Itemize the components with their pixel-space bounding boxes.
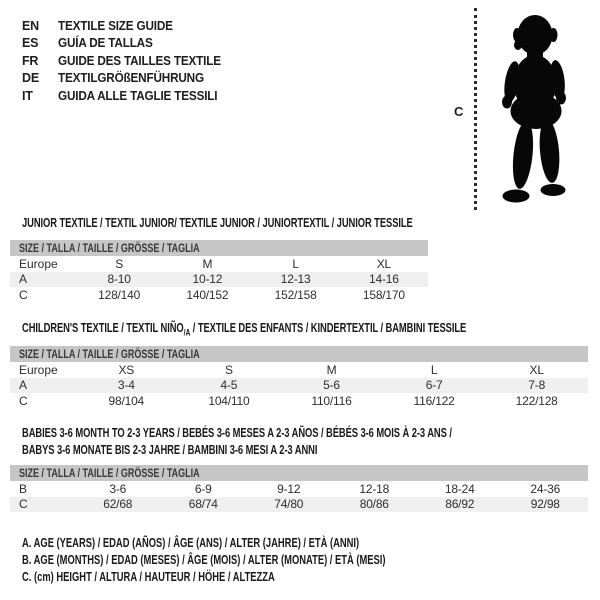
table-row-age-months (10, 481, 588, 497)
height-measure-label: C (454, 104, 464, 119)
table-cell: 86/92 (445, 497, 475, 512)
table-cell: 110/116 (311, 393, 352, 408)
table-row-europe (10, 362, 588, 378)
table-cell: XS (118, 362, 135, 377)
table-header: SIZE / TALLA / TAILLE / GRÖSSE / TAGLIA (10, 240, 428, 256)
row-label: A (19, 272, 28, 287)
row-label: A (19, 378, 28, 393)
table-cell: 3-6 (109, 481, 127, 496)
table-cell: 5-6 (323, 378, 340, 393)
row-label: C (19, 497, 28, 512)
table-cell: 92/98 (530, 497, 560, 512)
table-cell: L (292, 256, 299, 271)
table-cell: 80/86 (359, 497, 389, 512)
table-cell: 62/68 (103, 497, 133, 512)
table-cell: 152/158 (274, 287, 317, 302)
table-cell: 9-12 (277, 481, 301, 496)
table-cell: S (115, 256, 124, 271)
table-cell: M (202, 256, 213, 271)
row-label: C (19, 287, 28, 302)
legend-line-c: C. (cm) HEIGHT / ALTURA / HAUTEUR / HÖHE / ALTEZZA (22, 570, 275, 584)
babies-section-title-line2: BABYS 3-6 MONATE BIS 2-3 JAHRE / BAMBINI 3-6 MESI A 2-3 ANNI (22, 443, 318, 457)
legend-block (22, 536, 507, 587)
table-cell: S (224, 362, 233, 377)
table-cell: 18-24 (444, 481, 475, 496)
table-cell: 128/140 (98, 287, 141, 302)
table-cell: XL (529, 362, 544, 377)
lang-title: GUIDE DES TAILLES TEXTILE (58, 53, 221, 68)
table-cell: 122/128 (515, 393, 558, 408)
table-cell: 158/170 (362, 287, 405, 302)
row-label: Europe (19, 362, 58, 377)
table-row-age (10, 272, 428, 288)
children-section-title: CHILDREN'S TEXTILE / TEXTIL $NIÑO_{/A}$ / TEXTILE DES ENFANTS / KINDERTEXTIL / BAMBINI TESSILE (22, 321, 467, 338)
babies-size-table (10, 465, 588, 512)
lang-title: TEXTILGRÖßENFÜHRUNG (58, 71, 204, 86)
table-row-height (10, 287, 428, 303)
junior-size-table (10, 240, 428, 303)
table-header: SIZE / TALLA / TAILLE / GRÖSSE / TAGLIA (10, 346, 588, 362)
table-cell: 12-18 (359, 481, 390, 496)
table-row-europe (10, 256, 428, 272)
baby-silhouette (486, 7, 586, 209)
lang-code: EN (22, 18, 39, 33)
lang-row-es (22, 35, 231, 53)
table-cell: 6-7 (425, 378, 443, 393)
table-cell: 6-9 (194, 481, 212, 496)
lang-row-de (22, 70, 231, 88)
lang-code: DE (22, 71, 39, 86)
table-row-height (10, 497, 588, 513)
table-cell: 68/74 (188, 497, 218, 512)
lang-code: ES (22, 36, 39, 51)
table-cell: 98/104 (108, 393, 145, 408)
lang-title: GUIDA ALLE TAGLIE TESSILI (58, 88, 218, 103)
height-measure-dotted-line (474, 8, 477, 210)
lang-title: GUÍA DE TALLAS (58, 36, 153, 51)
legend-line-b: B. AGE (MONTHS) / EDAD (MESES) / ÂGE (MOIS) / ALTER (MONATE) / ETÀ (MESI) (22, 553, 386, 567)
legend-line-a: A. AGE (YEARS) / EDAD (AÑOS) / ÂGE (ANS) / ALTER (JAHRE) / ETÀ (ANNI) (22, 536, 360, 550)
junior-section-title: JUNIOR TEXTILE / TEXTIL JUNIOR/ TEXTILE JUNIOR / JUNIORTEXTIL / JUNIOR TESSILE (22, 216, 413, 230)
table-cell: 14-16 (369, 272, 399, 287)
row-label: Europe (19, 256, 58, 271)
table-cell: 116/122 (413, 393, 455, 408)
lang-code: IT (22, 88, 33, 103)
table-cell: XL (376, 256, 392, 271)
table-row-height (10, 393, 588, 409)
row-label: B (19, 481, 28, 496)
lang-row-it (22, 87, 231, 105)
table-cell: 10-12 (192, 272, 223, 287)
lang-code: FR (22, 53, 39, 68)
table-cell: 104/110 (208, 393, 250, 408)
table-cell: 7-8 (528, 378, 546, 393)
row-label: C (19, 393, 28, 408)
table-row-age (10, 378, 588, 394)
children-size-table (10, 346, 588, 409)
table-cell: 4-5 (220, 378, 238, 393)
lang-title: TEXTILE SIZE GUIDE (58, 18, 173, 33)
table-cell: 24-36 (530, 481, 561, 496)
lang-row-en (22, 17, 231, 35)
babies-section-title-line1: BABIES 3-6 MONTH TO 2-3 YEARS / BEBÉS 3-6 MESES A 2-3 AÑOS / BÉBÉS 3-6 MOIS À 2-3 ANS / (22, 426, 452, 440)
table-header: SIZE / TALLA / TAILLE / GRÖSSE / TAGLIA (10, 465, 588, 481)
title-subscript: /A (183, 327, 191, 338)
table-cell: 140/152 (186, 287, 229, 302)
table-cell: 12-13 (280, 272, 311, 287)
table-cell: L (430, 362, 438, 377)
table-cell: 3-4 (117, 378, 135, 393)
language-title-block (22, 17, 231, 105)
table-cell: 8-10 (107, 272, 131, 287)
table-cell: M (326, 362, 337, 377)
lang-row-fr (22, 52, 231, 70)
table-cell: 74/80 (274, 497, 304, 512)
